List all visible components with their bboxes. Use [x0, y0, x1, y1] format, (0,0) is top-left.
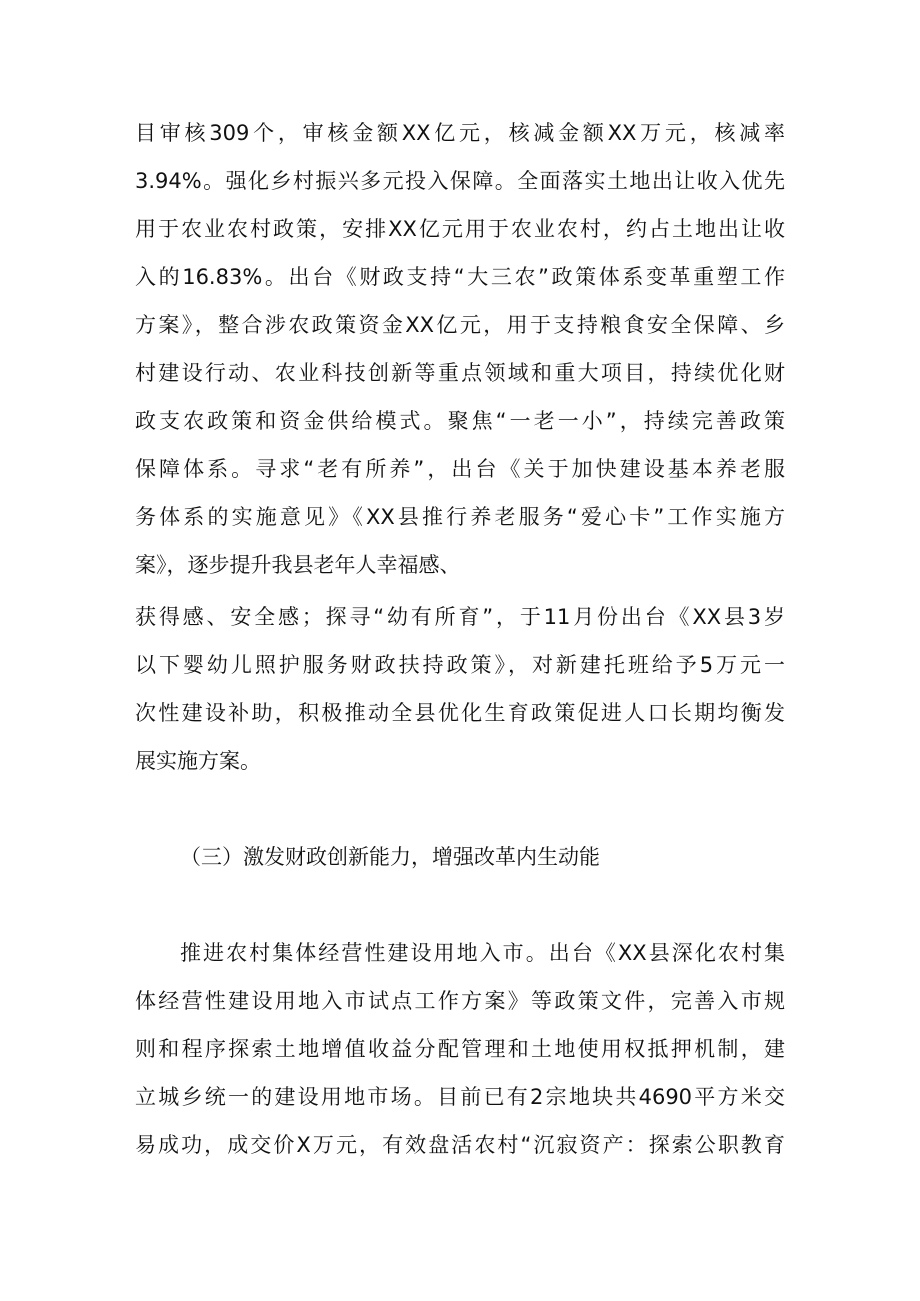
text-line: 推进农村集体经营性建设用地入市。出台《XX县深化农村集: [180, 941, 785, 965]
text-line: 展实施方案。: [135, 749, 261, 773]
text-line: 用于农业农村政策，安排XX亿元用于农业农村，约占土地出让收: [135, 217, 785, 241]
text-line: 以下婴幼儿照护服务财政扶持政策》，对新建托班给予5万元一: [135, 653, 785, 677]
text-line: 政支农政策和资金供给模式。聚焦“一老一小”，持续完善政策: [135, 409, 785, 433]
text-line: 体经营性建设用地入市试点工作方案》等政策文件，完善入市规: [135, 989, 785, 1013]
text-line: 入的16.83%。出台《财政支持“大三农”政策体系变革重塑工作: [135, 265, 785, 289]
text-line: 方案》，整合涉农政策资金XX亿元，用于支持粮食安全保障、乡: [135, 313, 785, 337]
text-line: 则和程序探索土地增值收益分配管理和土地使用权抵押机制，建: [135, 1037, 785, 1061]
text-line: 案》，逐步提升我县老年人幸福感、: [135, 553, 461, 577]
text-line: 获得感、安全感；探寻“幼有所育”，于11月份出台《XX县3岁: [135, 605, 785, 629]
text-line: 务体系的实施意见》《XX县推行养老服务“爱心卡”工作实施方: [135, 505, 785, 529]
text-line: 易成功，成交价X万元，有效盘活农村“沉寂资产：探索公职教育: [135, 1133, 785, 1157]
text-line: 目审核309个，审核金额XX亿元，核减金额XX万元，核减率: [135, 121, 785, 145]
section-heading: （三）激发财政创新能力，增强改革内生动能: [180, 845, 600, 869]
text-line: 立城乡统一的建设用地市场。目前已有2宗地块共4690平方米交: [135, 1085, 785, 1109]
text-line: 保障体系。寻求“老有所养”，出台《关于加快建设基本养老服: [135, 457, 785, 481]
text-line: 次性建设补助，积极推动全县优化生育政策促进人口长期均衡发: [135, 701, 785, 725]
text-line: 村建设行动、农业科技创新等重点领域和重大项目，持续优化财: [135, 361, 785, 385]
text-line: 3.94%。强化乡村振兴多元投入保障。全面落实土地出让收入优先: [135, 169, 785, 193]
